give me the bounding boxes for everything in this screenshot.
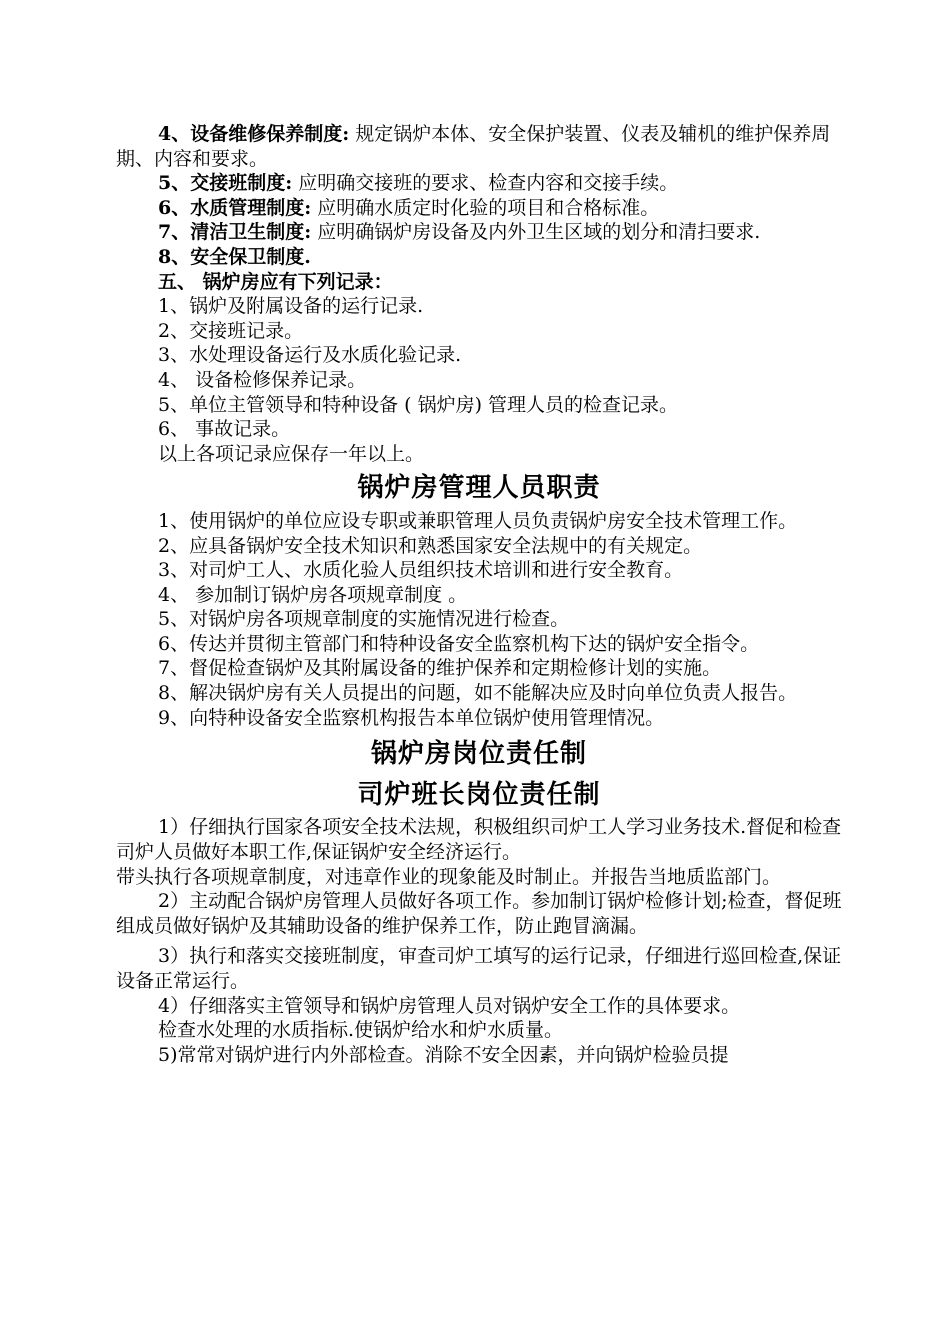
leader-duty-3: 3）执行和落实交接班制度，审查司炉工填写的运行记录，仔细进行巡回检查,保证设备正常运行。 bbox=[116, 945, 842, 992]
section-title-manager: 锅炉房管理人员职责 bbox=[357, 473, 601, 504]
rule-handover bbox=[116, 171, 842, 196]
duty-item: 3、对司炉工人、水质化验人员组织技术培训和进行安全教育。 bbox=[158, 559, 684, 582]
record-item: 1、锅炉及附属设备的运行记录. bbox=[158, 295, 424, 318]
rule-title: 4、设备维修保养制度: bbox=[158, 123, 350, 145]
duty-item: 8、解决锅炉房有关人员提出的问题，如不能解决应及时向单位负责人报告。 bbox=[158, 682, 798, 705]
records-note: 以上各项记录应保存一年以上。 bbox=[158, 442, 425, 465]
rule-text: 应明确交接班的要求、检查内容和交接手续。 bbox=[298, 172, 679, 195]
section-title-post: 锅炉房岗位责任制 bbox=[370, 739, 587, 770]
duty-item: 4、 参加制订锅炉房各项规章制度 。 bbox=[158, 583, 468, 606]
record-item: 5、单位主管领导和特种设备 ( 锅炉房) 管理人员的检查记录。 bbox=[158, 393, 679, 416]
rule-cleaning bbox=[116, 220, 842, 245]
leader-duty-4: 4）仔细落实主管领导和锅炉房管理人员对锅炉安全工作的具体要求。 bbox=[158, 994, 741, 1017]
record-item: 6、 事故记录。 bbox=[158, 418, 291, 441]
leader-duty-2: 2）主动配合锅炉房管理人员做好各项工作。参加制订锅炉检修计划;检查，督促班组成员做好锅炉及其辅助设备的维护保养工作，防止跑冒滴漏。 bbox=[116, 890, 842, 937]
record-item: 4、 设备检修保养记录。 bbox=[158, 368, 367, 391]
duty-item: 9、向特种设备安全监察机构报告本单位锅炉使用管理情况。 bbox=[158, 706, 665, 729]
leader-duty-5: 5)常常对锅炉进行内外部检查。消除不安全因素，并向锅炉检验员提 bbox=[158, 1043, 729, 1066]
rule-text: 应明确锅炉房设备及内外卫生区域的划分和清扫要求. bbox=[317, 221, 761, 244]
rule-maintenance bbox=[116, 122, 842, 171]
duty-item: 5、对锅炉房各项规章制度的实施情况进行检查。 bbox=[158, 608, 570, 631]
document-page bbox=[116, 122, 842, 1067]
leader-duty-4-cont: 检查水处理的水质指标.使锅炉给水和炉水质量。 bbox=[158, 1019, 564, 1042]
duty-item: 6、传达并贯彻主管部门和特种设备安全监察机构下达的锅炉安全指令。 bbox=[158, 632, 760, 655]
record-item: 3、水处理设备运行及水质化验记录. bbox=[158, 344, 462, 367]
duty-item: 7、督促检查锅炉及其附属设备的维护保养和定期检修计划的实施。 bbox=[158, 657, 722, 680]
record-item: 2、交接班记录。 bbox=[158, 319, 304, 342]
section-title-leader: 司炉班长岗位责任制 bbox=[357, 779, 601, 810]
rule-title: 5、交接班制度: bbox=[158, 172, 293, 195]
rule-title: 6、水质管理制度: bbox=[158, 196, 312, 219]
rule-security bbox=[116, 245, 842, 270]
rule-title: 8、安全保卫制度. bbox=[158, 245, 311, 268]
leader-duty-1: 1）仔细执行国家各项安全技术法规，积极组织司炉工人学习业务技术.督促和检查司炉人员做好本职工作,保证锅炉安全经济运行。 bbox=[116, 816, 842, 864]
duty-item: 2、应具备锅炉安全技术知识和熟悉国家安全法规中的有关规定。 bbox=[158, 534, 703, 557]
rule-water-quality bbox=[116, 196, 842, 221]
rule-text: 应明确水质定时化验的项目和合格标准。 bbox=[317, 196, 660, 219]
rule-text: 规定锅炉本体、安全保护装置、仪表及辅机的维护保养周期、内容和要求。 bbox=[116, 123, 831, 170]
rule-title: 7、清洁卫生制度: bbox=[158, 221, 312, 244]
duty-item: 1、使用锅炉的单位应设专职或兼职管理人员负责锅炉房安全技术管理工作。 bbox=[158, 509, 798, 532]
leader-duty-1-cont: 带头执行各项规章制度，对违章作业的现象能及时制止。并报告当地质监部门。 bbox=[116, 865, 782, 888]
records-heading: 五、 锅炉房应有下列记录： bbox=[158, 270, 393, 293]
